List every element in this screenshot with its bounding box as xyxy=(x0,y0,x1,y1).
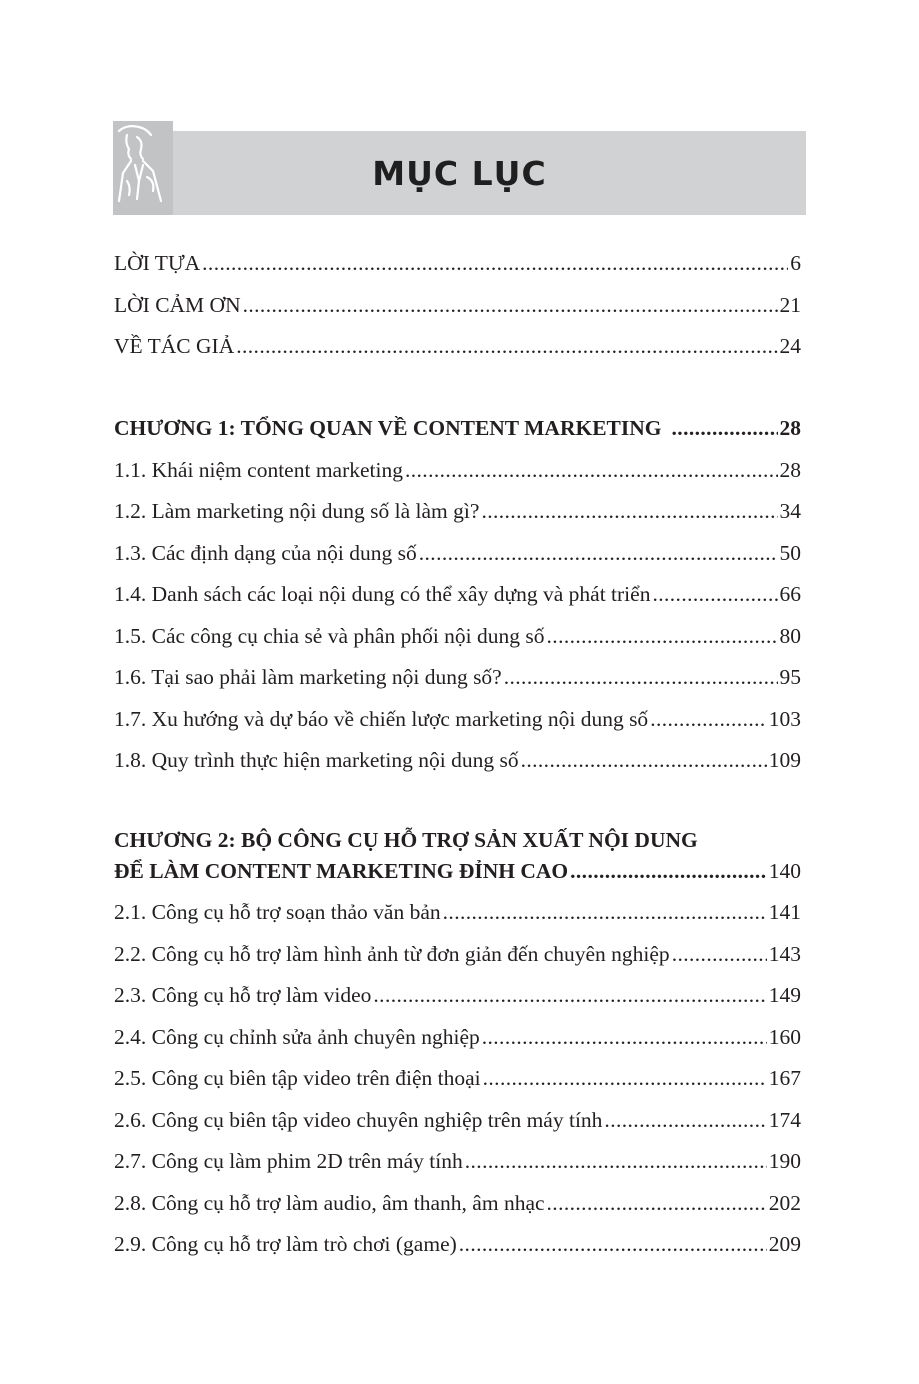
toc-entry[interactable] xyxy=(114,491,801,533)
chapter-page: 140 xyxy=(768,859,801,883)
toc-entry[interactable] xyxy=(114,975,801,1017)
toc-entry-label: 2.5. Công cụ biên tập video trên điện thoại xyxy=(114,1066,481,1090)
toc-entry-label: 2.3. Công cụ hỗ trợ làm video xyxy=(114,983,372,1007)
toc-entry-page: 95 xyxy=(779,665,801,689)
toc-entry-label: 2.1. Công cụ hỗ trợ soạn thảo văn bản xyxy=(114,900,441,924)
toc-entry[interactable] xyxy=(114,450,801,492)
chapter-title-row xyxy=(114,856,801,887)
toc-entry-page: 109 xyxy=(768,748,801,772)
dot-leader xyxy=(570,856,767,887)
dot-leader xyxy=(504,657,778,699)
toc-entry[interactable] xyxy=(114,1017,801,1059)
dot-leader xyxy=(652,574,777,616)
toc-entry-label: 2.4. Công cụ chỉnh sửa ảnh chuyên nghiệp xyxy=(114,1024,480,1049)
toc-entry-label: 1.7. Xu hướng và dự báo về chiến lược marketing nội dung số xyxy=(114,706,649,731)
dot-leader xyxy=(243,285,778,327)
dot-leader xyxy=(672,408,778,450)
toc-entry-page: 24 xyxy=(779,334,801,358)
toc-entry-label: 1.2. Làm marketing nội dung số là làm gì? xyxy=(114,499,480,523)
toc-entry[interactable] xyxy=(114,1183,801,1225)
toc-entry-label: 2.7. Công cụ làm phim 2D trên máy tính xyxy=(114,1149,463,1173)
chapter-title-line-2: ĐỂ LÀM CONTENT MARKETING ĐỈNH CAO xyxy=(114,859,569,883)
toc-entry-label: 1.6. Tại sao phải làm marketing nội dung số? xyxy=(114,665,502,689)
chapter-page: 28 xyxy=(779,416,801,440)
toc-entry-page: 6 xyxy=(790,251,801,275)
dot-leader xyxy=(481,491,777,533)
page-title: MỤC LỤC xyxy=(372,154,547,193)
dot-leader xyxy=(604,1100,766,1142)
dot-leader xyxy=(236,326,777,368)
chapter-2-sections xyxy=(114,892,801,1266)
dot-leader xyxy=(672,934,767,976)
toc-entry-label: 2.2. Công cụ hỗ trợ làm hình ảnh từ đơn giản đến chuyên nghiệp xyxy=(114,941,670,966)
toc-entry[interactable] xyxy=(114,616,801,658)
toc-chapter-1[interactable] xyxy=(114,408,801,450)
toc-entry-page: 160 xyxy=(768,1024,801,1049)
toc-entry-page: 103 xyxy=(768,706,801,731)
toc-entry[interactable] xyxy=(114,892,801,934)
dot-leader xyxy=(202,243,788,285)
toc-entry[interactable] xyxy=(114,657,801,699)
toc-entry-ve-tac-gia[interactable] xyxy=(114,326,801,368)
dot-leader xyxy=(483,1058,767,1100)
toc-entry-page: 66 xyxy=(779,582,801,606)
chapter-title: CHƯƠNG 1: TỔNG QUAN VỀ CONTENT MARKETING xyxy=(114,416,662,440)
dot-leader xyxy=(465,1141,767,1183)
chapter-1-list xyxy=(114,408,801,782)
dot-leader xyxy=(373,975,766,1017)
toc-entry-loi-tua[interactable] xyxy=(114,243,801,285)
chapter-2-list xyxy=(114,825,801,887)
toc-entry-label: 2.6. Công cụ biên tập video chuyên nghiệp trên máy tính xyxy=(114,1107,603,1132)
toc-entry-label: 1.8. Quy trình thực hiện marketing nội dung số xyxy=(114,748,519,772)
toc-entry-page: 209 xyxy=(768,1232,801,1256)
toc-entry-page: 80 xyxy=(779,623,801,648)
toc-entry-loi-cam-on[interactable] xyxy=(114,285,801,327)
toc-entry-label: LỜI TỰA xyxy=(114,251,201,275)
dot-leader xyxy=(459,1224,767,1266)
toc-entry[interactable] xyxy=(114,533,801,575)
toc-entry-label: 1.4. Danh sách các loại nội dung có thể xây dựng và phát triển xyxy=(114,582,651,606)
toc-entry-page: 202 xyxy=(768,1190,801,1215)
dot-leader xyxy=(405,450,778,492)
dot-leader xyxy=(547,1183,767,1225)
toc-entry[interactable] xyxy=(114,934,801,976)
toc-chapter-2[interactable] xyxy=(114,825,801,887)
dot-leader xyxy=(443,892,767,934)
toc-entry-page: 149 xyxy=(768,983,801,1007)
toc-entry-page: 28 xyxy=(779,457,801,482)
toc-entry-label: 1.1. Khái niệm content marketing xyxy=(114,457,403,482)
toc-entry-label: 1.5. Các công cụ chia sẻ và phân phối nội dung số xyxy=(114,623,545,648)
dot-leader xyxy=(419,533,778,575)
dot-leader xyxy=(521,740,767,782)
toc-entry-label: LỜI CẢM ƠN xyxy=(114,292,241,317)
toc-entry-page: 174 xyxy=(768,1107,801,1132)
front-matter-list xyxy=(114,243,801,368)
toc-entry-label: 2.8. Công cụ hỗ trợ làm audio, âm thanh, âm nhạc xyxy=(114,1190,545,1215)
dot-leader xyxy=(482,1017,767,1059)
toc-entry-page: 190 xyxy=(768,1149,801,1173)
toc-entry-page: 50 xyxy=(779,540,801,565)
toc-entry-label: 2.9. Công cụ hỗ trợ làm trò chơi (game) xyxy=(114,1232,457,1256)
toc-entry[interactable] xyxy=(114,699,801,741)
dot-leader xyxy=(547,616,778,658)
toc-entry-page: 167 xyxy=(768,1066,801,1090)
toc-entry-page: 21 xyxy=(779,292,801,317)
toc-entry[interactable] xyxy=(114,1100,801,1142)
toc-entry-label: VỀ TÁC GIẢ xyxy=(114,334,235,358)
chapter-title-line-1: CHƯƠNG 2: BỘ CÔNG CỤ HỖ TRỢ SẢN XUẤT NỘI DUNG xyxy=(114,828,698,852)
toc-entry-page: 141 xyxy=(768,900,801,924)
toc-entry[interactable] xyxy=(114,1058,801,1100)
dot-leader xyxy=(650,699,767,741)
toc-entry[interactable] xyxy=(114,740,801,782)
toc-entry-page: 143 xyxy=(768,941,801,966)
toc-entry[interactable] xyxy=(114,1224,801,1266)
toc-entry[interactable] xyxy=(114,574,801,616)
toc-entry[interactable] xyxy=(114,1141,801,1183)
toc-entry-label: 1.3. Các định dạng của nội dung số xyxy=(114,540,417,565)
toc-entry-page: 34 xyxy=(779,499,801,523)
